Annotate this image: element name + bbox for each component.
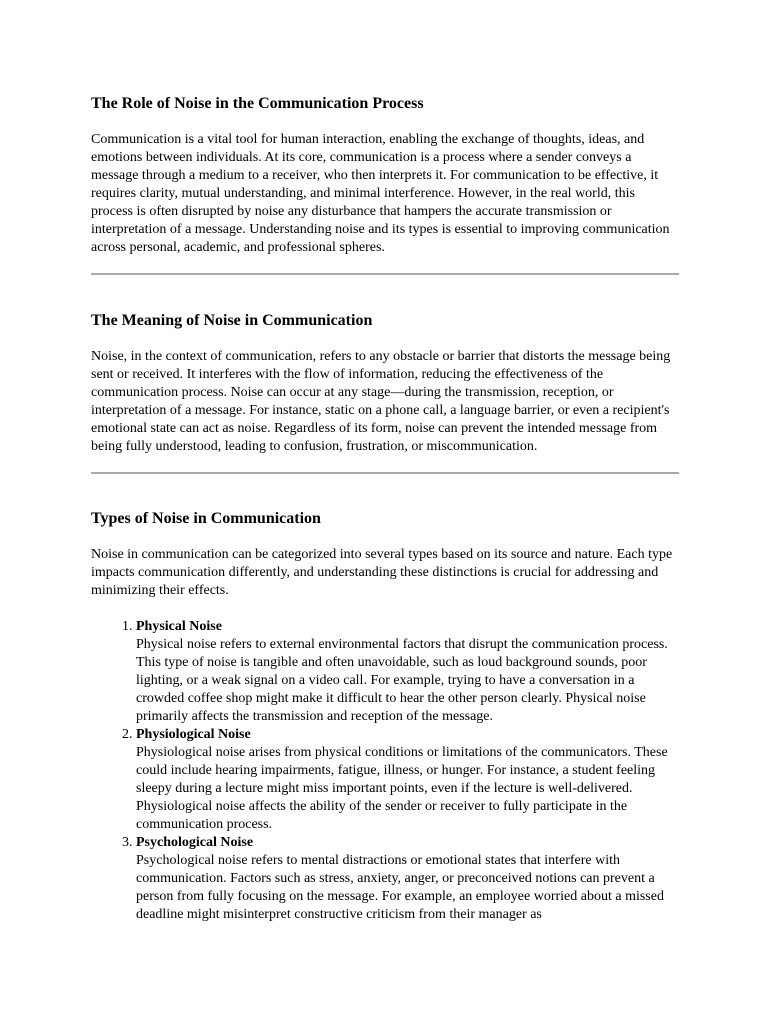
list-item-description: Physical noise refers to external environmental factors that disrupt the communication process. This type of noise is tangible and often unavoidable, such as loud background sounds, poor lighting, or a weak signal on a video call. For example, trying to have a conversation in a crowded coffee shop might make it difficult to hear the other person clearly. Physical noise primarily affects the transmission and reception of the message. <box>136 637 668 724</box>
list-item-title: 3. Psychological Noise <box>136 835 254 850</box>
list-item-title: 1. Physical Noise <box>136 619 222 634</box>
section-heading-types-of-noise: Types of Noise in Communication <box>91 510 321 527</box>
section-paragraph-role-of-noise: Communication is a vital tool for human interaction, enabling the exchange of thoughts, ideas, and emotions between individuals. At its core, communication is a process where a sender conveys a message through a medium to a receiver, who then interprets it. For communication to be effective, it requires clarity, mutual understanding, and minimal interference. However, in the real world, this process is often disrupted by noise any disturbance that hampers the accurate transmission or interpretation of a message. Understanding noise and its types is essential to improving communication across personal, academic, and professional spheres. <box>91 132 670 255</box>
list-item-physical-noise <box>136 618 679 726</box>
section-heading-meaning-of-noise: The Meaning of Noise in Communication <box>91 312 373 329</box>
section-heading-role-of-noise: The Role of Noise in the Communication Process <box>91 95 424 112</box>
list-item-psychological-noise <box>136 834 679 924</box>
list-item-title: 2. Physiological Noise <box>136 727 251 742</box>
section-divider <box>91 273 679 275</box>
list-item-description: Physiological noise arises from physical conditions or limitations of the communicators. These could include hearing impairments, fatigue, illness, or hunger. For instance, a student feeling sleepy during a lecture might miss important points, even if the lecture is well-delivered. Physiological noise affects the ability of the sender or receiver to fully participate in the communication process. <box>136 745 668 832</box>
section-paragraph-meaning-of-noise: Noise, in the context of communication, refers to any obstacle or barrier that distorts the message being sent or received. It interferes with the flow of information, reducing the effectiveness of the communication process. Noise can occur at any stage—during the transmission, reception, or interpretation of a message. For instance, static on a phone call, a language barrier, or even a recipient's emotional state can act as noise. Regardless of its form, noise can prevent the intended message from being fully understood, leading to confusion, frustration, or miscommunication. <box>91 349 671 454</box>
section-paragraph-types-of-noise: Noise in communication can be categorized into several types based on its source and nature. Each type impacts communication differently, and understanding these distinctions is crucial for addressing and minimizing their effects. <box>91 547 673 598</box>
noise-types-list <box>91 618 679 924</box>
list-item-physiological-noise <box>136 726 679 834</box>
section-divider <box>91 472 679 474</box>
list-item-description: Psychological noise refers to mental distractions or emotional states that interfere with communication. Factors such as stress, anxiety, anger, or preconceived notions can prevent a person from fully focusing on the message. For example, an employee worried about a missed deadline might misinterpret constructive criticism from their manager as <box>136 853 664 922</box>
